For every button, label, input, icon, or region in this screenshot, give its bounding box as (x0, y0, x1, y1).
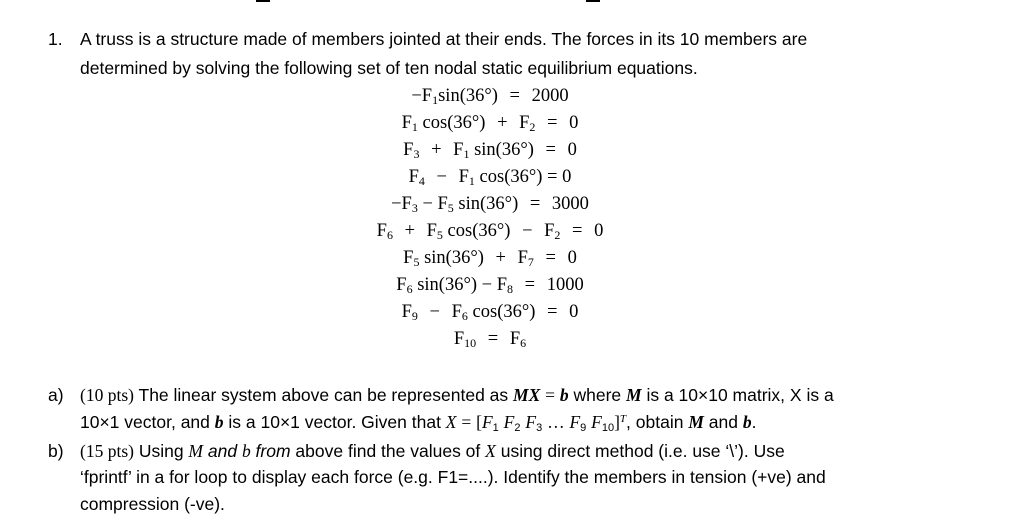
top-edge-mark-right (586, 0, 600, 2)
question-intro-line1: A truss is a structure made of members jointed at their ends. The forces in its 10 members are (80, 29, 808, 49)
equation-2: $F_1$ $\cos(36^\circ) + F_2 = 0$ (401, 113, 579, 134)
part-b-line2: ‘fprintf’ in a for loop to display each force (e.g. F1=....). Identify the members in tension (+ve) and (80, 467, 826, 487)
part-a-label: a) (48, 385, 64, 405)
equation-3: $F_3 + F_1$ sin(36°) = 0 (403, 140, 577, 161)
part-a-line2: 10×1 vector, and b is a 10×1 vector. Given that $X = [F_1$ $F_2$ $F_3$ … $F_9$ $F_{10}]^T$, obtain M and b. (80, 412, 757, 434)
part-b-label: b) (48, 441, 64, 461)
question-number: 1. (48, 29, 63, 49)
equation-5: $-F_3 - F_5$ sin(36°) = 3000 (391, 194, 589, 215)
part-a-points: (10 pts) (80, 385, 134, 405)
part-b-points: (15 pts) (80, 441, 134, 461)
part-b-line3: compression (-ve). (80, 494, 225, 514)
equation-10: $F_{10} = F_6$ (453, 329, 527, 350)
question-intro-line2: determined by solving the following set of ten nodal static equilibrium equations. (80, 58, 698, 78)
equation-7: $F_5$ $\sin(36^\circ) + F_7 = 0$ (403, 248, 577, 269)
equation-6: $F_6 + F_5$ $\cos(36^\circ) - F_2 = 0$ (376, 221, 604, 242)
part-a-line1: (10 pts) The linear system above can be represented as MX = b where M is a 10×10 matrix, X is a (80, 385, 834, 405)
top-edge-mark-left (256, 0, 270, 2)
equation-1: $-F_1\sin(36^\circ) = 2000$ (411, 86, 569, 107)
equation-8: $F_6$ $\sin(36^\circ) - F_8 = 1000$ (396, 275, 584, 296)
part-b-line1: (15 pts) Using M and b from above find the values of X using direct method (i.e. use ‘\’). Use (80, 441, 785, 461)
equation-9: $F_9 - F_6$ cos(36°) = 0 (401, 302, 579, 323)
equation-4: $F_4 - F_1$ cos(36°) = 0 (408, 167, 572, 188)
